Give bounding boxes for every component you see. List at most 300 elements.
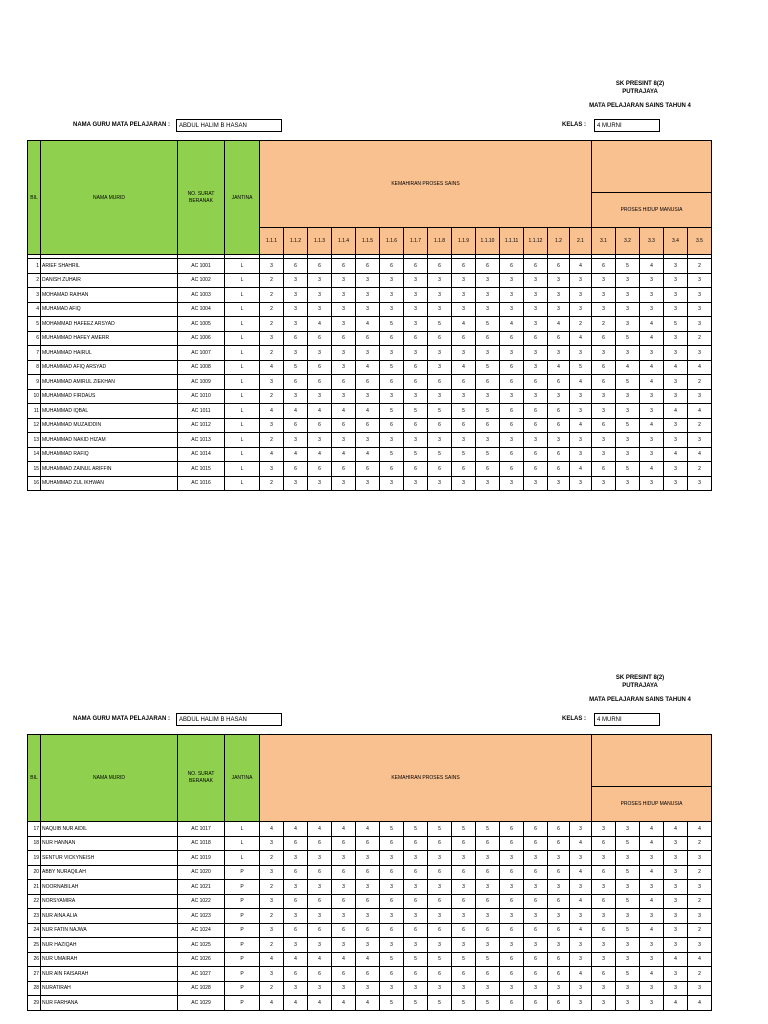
score-cell: 6 [452,967,476,982]
score-cell: 6 [524,331,548,346]
score-cell: 5 [616,331,640,346]
score-cell: 4 [664,822,688,837]
score-cell: 4 [356,952,380,967]
score-cell: 6 [592,865,616,880]
student-gender: L [225,302,260,317]
score-cell: 4 [332,447,356,462]
score-cell: 3 [476,476,500,491]
table-row [28,404,712,419]
score-cell: 6 [332,836,356,851]
score-cell: 6 [380,865,404,880]
score-cell: 6 [524,822,548,837]
score-cell: 3 [284,288,308,303]
score-cell: 2 [260,938,284,953]
score-cell: 3 [356,909,380,924]
score-cell: 2 [688,923,712,938]
score-cell: 3 [664,909,688,924]
score-cell: 3 [570,909,592,924]
score-cell: 4 [308,822,332,837]
score-cell: 3 [640,476,664,491]
score-cell: 6 [332,375,356,390]
score-cell: 3 [592,822,616,837]
student-gender: P [225,981,260,996]
score-cell: 3 [332,476,356,491]
score-cell: 3 [524,360,548,375]
score-cell: 4 [284,404,308,419]
table-row [28,981,712,996]
score-cell: 3 [524,317,548,332]
score-cell: 4 [332,952,356,967]
student-name: NUR FARHANA [41,996,178,1011]
score-cell: 6 [476,967,500,982]
score-cell: 6 [428,865,452,880]
score-cell: 3 [284,851,308,866]
score-cell: 3 [260,865,284,880]
score-cell: 6 [500,447,524,462]
score-cell: 4 [570,923,592,938]
score-cell: 3 [688,317,712,332]
score-cell: 4 [640,967,664,982]
score-cell: 3 [592,981,616,996]
score-cell: 3 [404,389,428,404]
score-cell: 6 [524,923,548,938]
col-header-cert: NO. SURAT BERANAK [178,141,225,255]
score-cell: 3 [452,302,476,317]
school-line-2: PUTRAJAYA [622,683,658,689]
score-cell: 5 [428,317,452,332]
table-row [28,317,712,332]
score-cell: 6 [500,259,524,274]
score-cell: 3 [592,938,616,953]
score-cell: 3 [428,360,452,375]
score-cell: 3 [332,851,356,866]
score-cell: 3 [380,880,404,895]
score-cell: 3 [476,981,500,996]
student-number: 26 [28,952,41,967]
score-cell: 2 [570,317,592,332]
score-cell: 3 [664,288,688,303]
score-cell: 3 [356,981,380,996]
score-cell: 6 [524,447,548,462]
score-cell: 3 [332,909,356,924]
birth-cert-number: AC 1021 [178,880,225,895]
table-row [28,923,712,938]
birth-cert-number: AC 1026 [178,952,225,967]
student-gender: L [225,836,260,851]
score-cell: 2 [260,346,284,361]
score-cell: 3 [570,822,592,837]
score-cell: 3 [356,389,380,404]
score-cell: 6 [452,375,476,390]
col-header-bil: BIL [28,141,41,255]
col-subcode: 1.1.8 [428,228,452,255]
score-cell: 3 [380,909,404,924]
score-cell: 3 [570,851,592,866]
score-cell: 3 [332,360,356,375]
score-cell: 5 [476,317,500,332]
score-cell: 3 [640,404,664,419]
score-cell: 3 [260,894,284,909]
col-subcode: 1.1.11 [500,228,524,255]
score-cell: 6 [356,836,380,851]
score-cell: 5 [380,404,404,419]
score-cell: 6 [404,836,428,851]
score-cell: 4 [332,996,356,1011]
score-cell: 3 [570,447,592,462]
score-cell: 6 [500,865,524,880]
score-cell: 3 [592,952,616,967]
score-cell: 4 [332,404,356,419]
class-name-field: 4 MURNI [594,713,660,726]
score-cell: 3 [616,288,640,303]
score-cell: 6 [428,418,452,433]
score-cell: 5 [428,952,452,967]
student-name: NUR AINA ALIA [41,909,178,924]
score-cell: 6 [500,418,524,433]
score-cell: 3 [284,909,308,924]
score-cell: 3 [260,923,284,938]
score-cell: 6 [592,894,616,909]
score-cell: 5 [452,404,476,419]
score-cell: 3 [640,389,664,404]
score-cell: 6 [592,967,616,982]
score-cell: 3 [332,389,356,404]
score-cell: 3 [476,433,500,448]
score-cell: 3 [428,302,452,317]
class-name-field: 4 MURNI [594,119,660,132]
score-cell: 4 [356,360,380,375]
teacher-name-field: ABDUL HALIM B HASAN [176,713,282,726]
score-cell: 3 [428,981,452,996]
score-cell: 3 [688,851,712,866]
score-cell: 6 [308,462,332,477]
score-cell: 4 [356,404,380,419]
student-gender: L [225,433,260,448]
score-cell: 3 [476,938,500,953]
birth-cert-number: AC 1004 [178,302,225,317]
score-cell: 6 [592,259,616,274]
student-name: NUR FATIN NAJWA [41,923,178,938]
student-number: 18 [28,836,41,851]
student-number: 27 [28,967,41,982]
score-cell: 3 [664,259,688,274]
school-name [540,80,740,96]
score-cell: 3 [524,273,548,288]
score-cell: 3 [570,273,592,288]
score-cell: 3 [688,273,712,288]
score-cell: 6 [500,375,524,390]
score-cell: 6 [452,923,476,938]
student-number: 4 [28,302,41,317]
score-cell: 2 [688,462,712,477]
score-cell: 3 [570,433,592,448]
score-cell: 3 [500,302,524,317]
score-cell: 3 [592,433,616,448]
score-cell: 3 [640,952,664,967]
score-cell: 6 [428,259,452,274]
score-cell: 6 [548,952,570,967]
score-cell: 6 [380,462,404,477]
score-cell: 6 [476,462,500,477]
score-cell: 3 [664,981,688,996]
score-cell: 3 [452,851,476,866]
score-cell: 3 [664,346,688,361]
score-cell: 4 [548,360,570,375]
score-cell: 6 [548,996,570,1011]
score-cell: 5 [616,375,640,390]
score-cell: 3 [640,909,664,924]
score-cell: 6 [500,462,524,477]
score-cell: 6 [404,923,428,938]
score-cell: 3 [260,375,284,390]
student-number: 22 [28,894,41,909]
birth-cert-number: AC 1008 [178,360,225,375]
score-cell: 5 [570,360,592,375]
score-cell: 3 [548,273,570,288]
student-number: 5 [28,317,41,332]
score-cell: 5 [380,447,404,462]
score-cell: 3 [452,476,476,491]
student-name: NURATIRAH [41,981,178,996]
score-cell: 6 [548,418,570,433]
score-cell: 6 [476,259,500,274]
student-name: MUHAMAD AFIQ [41,302,178,317]
student-gender: P [225,880,260,895]
score-cell: 3 [428,909,452,924]
score-cell: 5 [404,447,428,462]
score-cell: 3 [284,476,308,491]
score-cell: 6 [524,952,548,967]
score-cell: 3 [592,996,616,1011]
score-cell: 3 [640,288,664,303]
student-gender: P [225,938,260,953]
student-number: 2 [28,273,41,288]
score-cell: 3 [664,273,688,288]
score-cell: 4 [356,447,380,462]
score-cell: 6 [308,418,332,433]
score-cell: 3 [356,433,380,448]
score-cell: 6 [404,331,428,346]
birth-cert-number: AC 1014 [178,447,225,462]
student-name: MUHAMMAD AMIRUL ZIEKHAN [41,375,178,390]
score-cell: 6 [452,865,476,880]
student-gender: P [225,967,260,982]
student-gender: P [225,894,260,909]
header-row [28,735,712,787]
score-cell: 3 [428,851,452,866]
teacher-name-field: ABDUL HALIM B HASAN [176,119,282,132]
score-cell: 5 [380,317,404,332]
score-cell: 6 [524,418,548,433]
score-cell: 5 [404,822,428,837]
score-cell: 6 [500,967,524,982]
score-cell: 6 [380,923,404,938]
score-cell: 3 [664,418,688,433]
score-cell: 5 [616,923,640,938]
student-gender: L [225,317,260,332]
score-cell: 3 [640,880,664,895]
score-cell: 4 [260,447,284,462]
score-cell: 6 [332,331,356,346]
score-cell: 3 [616,981,640,996]
score-cell: 6 [308,375,332,390]
table-row [28,259,712,274]
score-cell: 3 [664,331,688,346]
student-name: NUR UMAIRAH [41,952,178,967]
score-cell: 6 [452,331,476,346]
score-cell: 3 [640,851,664,866]
score-cell: 3 [616,273,640,288]
score-cell: 4 [284,996,308,1011]
score-cell: 2 [260,851,284,866]
score-cell: 5 [616,865,640,880]
score-cell: 3 [404,433,428,448]
score-cell: 3 [452,880,476,895]
birth-cert-number: AC 1025 [178,938,225,953]
score-cell: 3 [452,389,476,404]
score-cell: 6 [332,462,356,477]
birth-cert-number: AC 1012 [178,418,225,433]
table-row [28,447,712,462]
score-cell: 3 [284,346,308,361]
score-cell: 6 [284,462,308,477]
score-cell: 3 [332,938,356,953]
score-cell: 5 [380,822,404,837]
score-cell: 6 [500,996,524,1011]
score-cell: 3 [570,389,592,404]
score-cell: 6 [332,418,356,433]
score-cell: 3 [356,476,380,491]
score-cell: 4 [570,836,592,851]
score-cell: 3 [452,909,476,924]
score-cell: 3 [688,909,712,924]
score-cell: 6 [356,375,380,390]
score-cell: 3 [308,273,332,288]
score-cell: 6 [332,967,356,982]
score-cell: 4 [548,317,570,332]
score-cell: 6 [500,894,524,909]
score-cell: 2 [260,302,284,317]
score-cell: 3 [308,433,332,448]
score-cell: 4 [260,360,284,375]
score-cell: 4 [260,952,284,967]
score-cell: 3 [592,404,616,419]
table-row [28,909,712,924]
score-cell: 5 [664,317,688,332]
score-cell: 3 [308,389,332,404]
student-name: MUHAMMAD ZUL IKHWAN [41,476,178,491]
score-cell: 4 [640,259,664,274]
student-name: DANISH ZUHAIR [41,273,178,288]
birth-cert-number: AC 1024 [178,923,225,938]
subject-title: MATA PELAJARAN SAINS TAHUN 4 [589,103,691,109]
col-subcode: 1.1.2 [284,228,308,255]
score-cell: 3 [688,476,712,491]
score-cell: 3 [308,880,332,895]
student-gender: L [225,346,260,361]
score-cell: 3 [664,923,688,938]
score-cell: 4 [688,996,712,1011]
score-cell: 3 [404,476,428,491]
score-cell: 3 [570,996,592,1011]
student-name: MUHAMMAD MUZAIDDIN [41,418,178,433]
score-cell: 4 [570,331,592,346]
score-cell: 6 [500,404,524,419]
score-cell: 3 [380,433,404,448]
birth-cert-number: AC 1029 [178,996,225,1011]
score-cell: 6 [452,836,476,851]
score-cell: 6 [380,259,404,274]
score-cell: 4 [640,375,664,390]
score-cell: 3 [616,822,640,837]
score-cell: 3 [404,938,428,953]
score-cell: 3 [688,389,712,404]
score-cell: 2 [260,981,284,996]
score-cell: 6 [356,967,380,982]
score-cell: 6 [284,836,308,851]
student-number: 28 [28,981,41,996]
score-cell: 3 [548,851,570,866]
col-header-blank [592,735,712,787]
score-cell: 3 [380,346,404,361]
score-cell: 6 [308,894,332,909]
score-cell: 5 [616,967,640,982]
score-cell: 6 [356,331,380,346]
student-number: 29 [28,996,41,1011]
score-cell: 5 [380,360,404,375]
score-cell: 3 [428,389,452,404]
assessment-table-1 [27,140,712,491]
score-cell: 3 [404,317,428,332]
score-cell: 5 [404,404,428,419]
score-cell: 3 [664,938,688,953]
score-cell: 3 [524,302,548,317]
score-cell: 5 [476,404,500,419]
student-gender: L [225,822,260,837]
score-cell: 3 [476,851,500,866]
score-cell: 4 [570,967,592,982]
score-cell: 3 [500,880,524,895]
score-cell: 6 [592,836,616,851]
score-cell: 4 [284,447,308,462]
col-subcode: 3.3 [640,228,664,255]
score-cell: 3 [616,404,640,419]
birth-cert-number: AC 1009 [178,375,225,390]
col-header-gender: JANTINA [225,735,260,822]
score-cell: 4 [640,894,664,909]
score-cell: 3 [308,302,332,317]
score-cell: 5 [428,447,452,462]
score-cell: 3 [404,909,428,924]
birth-cert-number: AC 1027 [178,967,225,982]
score-cell: 6 [548,836,570,851]
score-cell: 6 [452,259,476,274]
score-cell: 3 [548,981,570,996]
score-cell: 6 [524,967,548,982]
score-cell: 3 [664,865,688,880]
birth-cert-number: AC 1015 [178,462,225,477]
score-cell: 3 [524,389,548,404]
score-cell: 3 [688,433,712,448]
score-cell: 6 [524,836,548,851]
score-cell: 4 [500,317,524,332]
score-cell: 4 [640,462,664,477]
table-row [28,346,712,361]
score-cell: 6 [284,331,308,346]
score-cell: 3 [380,302,404,317]
student-name: MUHAMMAD NAKID HIZAM [41,433,178,448]
table-row [28,302,712,317]
